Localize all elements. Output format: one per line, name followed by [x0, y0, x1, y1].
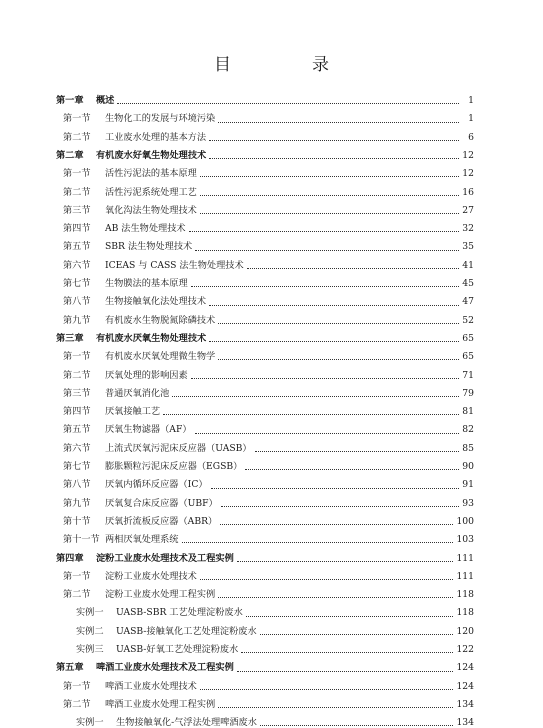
toc-entry-label: 第九节 — [63, 497, 91, 509]
toc-entry-page-number: 71 — [462, 369, 474, 381]
toc-entry-title: UASB-SBR 工艺处理淀粉废水 — [116, 607, 243, 619]
toc-entry-example — [56, 636, 474, 654]
toc-entry-label: 第二节 — [63, 131, 91, 143]
toc-entry-page-number: 52 — [462, 314, 474, 326]
toc-entry-page-number: 100 — [456, 515, 474, 527]
toc-entry-label: 第七节 — [63, 461, 91, 473]
dot-leader — [209, 341, 459, 342]
toc-entry-section — [56, 508, 474, 526]
toc-entry-label: 第三节 — [63, 204, 91, 216]
toc-entry-page-number: 120 — [456, 625, 474, 637]
dot-leader — [260, 725, 454, 726]
dot-leader — [247, 268, 459, 269]
toc-entry-title: ICEAS 与 CASS 法生物处理技术 — [105, 259, 244, 271]
toc-entry-title: 厌氧接触工艺 — [105, 406, 161, 418]
toc-entry-section — [56, 361, 474, 379]
toc-entry-page-number: 124 — [456, 680, 474, 692]
toc-entry-chapter — [56, 142, 474, 160]
toc-entry-page-number: 111 — [456, 570, 474, 582]
toc-entry-chapter — [56, 544, 474, 562]
toc-entry-section — [56, 416, 474, 434]
toc-entry-page-number: 35 — [462, 241, 474, 253]
toc-entry-page-number: 90 — [462, 461, 474, 473]
toc-entry-title: 有机废水厌氧生物处理技术 — [96, 332, 207, 344]
dot-leader — [117, 103, 459, 104]
toc-entry-label: 第八节 — [63, 296, 91, 308]
dot-leader — [200, 213, 459, 214]
toc-entry-section — [56, 453, 474, 471]
dot-leader — [237, 671, 454, 672]
toc-entry-section — [56, 563, 474, 581]
toc-entry-title: 厌氧生物滤器（AF） — [105, 424, 192, 436]
toc-entry-title: 上流式厌氧污泥床反应器（UASB） — [105, 442, 252, 454]
toc-entry-page-number: 134 — [456, 717, 474, 728]
toc-entry-page-number: 1 — [468, 113, 474, 125]
toc-entry-label: 第二节 — [63, 369, 91, 381]
toc-entry-section — [56, 526, 474, 544]
dot-leader — [241, 652, 453, 653]
toc-entry-section — [56, 398, 474, 416]
dot-leader — [218, 597, 453, 598]
toc-entry-page-number: 12 — [462, 168, 474, 180]
toc-entry-title: 两相厌氧处理系统 — [105, 534, 179, 546]
toc-entry-title: 概述 — [96, 95, 115, 107]
toc-entry-page-number: 12 — [462, 149, 474, 161]
dot-leader — [218, 359, 459, 360]
toc-entry-section — [56, 581, 474, 599]
toc-entry-page-number: 41 — [462, 259, 474, 271]
toc-entry-title: UASB-接触氧化工艺处理淀粉废水 — [116, 625, 257, 637]
dot-leader — [209, 305, 459, 306]
dot-leader — [200, 176, 459, 177]
page-title: 目 录 — [214, 55, 361, 75]
toc-entry-title: 啤酒工业废水处理技术及工程实例 — [96, 662, 234, 674]
toc-entry-page-number: 118 — [456, 607, 474, 619]
toc-entry-section — [56, 215, 474, 233]
dot-leader — [246, 616, 454, 617]
toc-entry-title: UASB-好氧工艺处理淀粉废水 — [116, 644, 239, 655]
toc-entry-label: 第二节 — [63, 698, 91, 710]
dot-leader — [191, 286, 459, 287]
toc-entry-section — [56, 673, 474, 691]
toc-entry-title: 淀粉工业废水处理技术 — [105, 570, 197, 582]
toc-entry-chapter — [56, 654, 474, 672]
toc-entry-page-number: 124 — [456, 662, 474, 674]
dot-leader — [200, 579, 454, 580]
dot-leader — [255, 451, 459, 452]
toc-entry-title: 工业废水处理的基本方法 — [105, 131, 207, 143]
dot-leader — [218, 323, 459, 324]
toc-entry-section — [56, 270, 474, 288]
toc-entry-section — [56, 105, 474, 123]
toc-entry-chapter — [56, 87, 474, 105]
toc-entry-label: 第五章 — [56, 662, 84, 674]
dot-leader — [237, 561, 454, 562]
dot-leader — [260, 634, 454, 635]
toc-entry-page-number: 91 — [462, 479, 474, 491]
toc-entry-title: 啤酒工业废水处理工程实例 — [105, 698, 216, 710]
toc-entry-label: 第一章 — [56, 95, 84, 107]
dot-leader — [200, 195, 459, 196]
dot-leader — [209, 158, 459, 159]
toc-entry-title: 啤酒工业废水处理技术 — [105, 680, 197, 692]
toc-entry-page-number: 134 — [456, 698, 474, 710]
toc-entry-section — [56, 252, 474, 270]
toc-entry-page-number: 6 — [468, 131, 474, 143]
toc-entry-title: 厌氧复合床反应器（UBF） — [105, 497, 218, 509]
toc-entry-label: 第十节 — [63, 515, 91, 527]
toc-entry-section — [56, 343, 474, 361]
toc-entry-page-number: 122 — [456, 644, 474, 655]
dot-leader — [211, 488, 459, 489]
toc-entry-page-number: 81 — [462, 406, 474, 418]
toc-entry-label: 第六节 — [63, 442, 91, 454]
toc-entry-section — [56, 178, 474, 196]
toc-entry-example — [56, 709, 474, 727]
toc-entry-page-number: 118 — [456, 589, 474, 601]
toc-entry-label: 实例二 — [76, 625, 104, 637]
toc-entry-label: 第三节 — [63, 387, 91, 399]
dot-leader — [220, 524, 453, 525]
toc-entry-label: 第七节 — [63, 278, 91, 290]
toc-entry-label: 实例一 — [76, 717, 104, 728]
dot-leader — [195, 250, 459, 251]
dot-leader — [218, 122, 459, 123]
toc-entry-label: 第二节 — [63, 589, 91, 601]
toc-entry-section — [56, 124, 474, 142]
toc-entry-page-number: 16 — [462, 186, 474, 198]
toc-entry-chapter — [56, 325, 474, 343]
toc-entry-example — [56, 599, 474, 617]
toc-entry-section — [56, 490, 474, 508]
toc-entry-label: 第一节 — [63, 113, 91, 125]
dot-leader — [209, 140, 459, 141]
dot-leader — [195, 433, 459, 434]
toc-entry-title: 厌氧内循环反应器（IC） — [105, 479, 208, 491]
toc-entry-section — [56, 471, 474, 489]
toc-entry-label: 第十一节 — [63, 534, 100, 546]
toc-entry-title: 生物接触氧化法处理技术 — [105, 296, 207, 308]
toc-entry-label: 第五节 — [63, 424, 91, 436]
toc-entry-title: 普通厌氧消化池 — [105, 387, 170, 399]
toc-entry-page-number: 45 — [462, 278, 474, 290]
dot-leader — [182, 542, 454, 543]
dot-leader — [191, 378, 459, 379]
toc-entry-title: 生物接触氧化-气浮法处理啤酒废水 — [116, 717, 257, 728]
toc-entry-label: 第六节 — [63, 259, 91, 271]
toc-entry-label: 第一节 — [63, 351, 91, 363]
toc-entry-label: 第二章 — [56, 149, 84, 161]
toc-entry-section — [56, 233, 474, 251]
toc-entry-title: 淀粉工业废水处理技术及工程实例 — [96, 552, 234, 564]
toc-entry-title: 生物膜法的基本原理 — [105, 278, 188, 290]
toc-entry-section — [56, 160, 474, 178]
dot-leader — [245, 469, 459, 470]
toc-entry-section — [56, 691, 474, 709]
table-of-contents — [56, 87, 474, 727]
dot-leader — [200, 689, 454, 690]
toc-entry-title: 氧化沟法生物处理技术 — [105, 204, 197, 216]
dot-leader — [189, 231, 459, 232]
toc-entry-label: 第四章 — [56, 552, 84, 564]
toc-entry-title: 有机废水生物脱氮除磷技术 — [105, 314, 216, 326]
toc-entry-label: 第一节 — [63, 570, 91, 582]
toc-entry-label: 实例一 — [76, 607, 104, 619]
toc-entry-label: 第八节 — [63, 479, 91, 491]
toc-entry-page-number: 79 — [462, 387, 474, 399]
toc-entry-page-number: 27 — [462, 204, 474, 216]
toc-entry-page-number: 93 — [462, 497, 474, 509]
toc-entry-page-number: 85 — [462, 442, 474, 454]
toc-entry-page-number: 111 — [456, 552, 474, 564]
toc-entry-label: 第一节 — [63, 680, 91, 692]
toc-entry-page-number: 65 — [462, 332, 474, 344]
toc-entry-page-number: 47 — [462, 296, 474, 308]
toc-entry-title: 淀粉工业废水处理工程实例 — [105, 589, 216, 601]
toc-entry-label: 第一节 — [63, 168, 91, 180]
toc-entry-example — [56, 618, 474, 636]
toc-entry-title: 膨胀颗粒污泥床反应器（EGSB） — [105, 461, 243, 473]
toc-entry-section — [56, 307, 474, 325]
toc-entry-label: 第二节 — [63, 186, 91, 198]
toc-entry-label: 第四节 — [63, 223, 91, 235]
dot-leader — [172, 396, 459, 397]
toc-entry-label: 第九节 — [63, 314, 91, 326]
toc-entry-page-number: 1 — [468, 95, 474, 107]
toc-entry-title: 生物化工的发展与环境污染 — [105, 113, 216, 125]
toc-entry-page-number: 82 — [462, 424, 474, 436]
toc-entry-title: 厌氧处理的影响因素 — [105, 369, 188, 381]
toc-entry-label: 第五节 — [63, 241, 91, 253]
toc-entry-section — [56, 288, 474, 306]
toc-entry-page-number: 65 — [462, 351, 474, 363]
toc-entry-section — [56, 435, 474, 453]
dot-leader — [218, 707, 453, 708]
toc-entry-label: 第三章 — [56, 332, 84, 344]
toc-entry-label: 第四节 — [63, 406, 91, 418]
toc-entry-title: 活性污泥法的基本原理 — [105, 168, 197, 180]
toc-entry-title: 有机废水厌氧处理微生物学 — [105, 351, 216, 363]
toc-entry-title: AB 法生物处理技术 — [105, 223, 186, 235]
toc-entry-page-number: 103 — [456, 534, 474, 546]
toc-entry-title: 有机废水好氧生物处理技术 — [96, 149, 207, 161]
toc-entry-title: 厌氧折流板反应器（ABR） — [105, 515, 218, 527]
toc-entry-section — [56, 197, 474, 215]
dot-leader — [163, 414, 459, 415]
dot-leader — [221, 506, 459, 507]
toc-entry-label: 实例三 — [76, 644, 104, 655]
toc-entry-title: 活性污泥系统处理工艺 — [105, 186, 197, 198]
toc-entry-title: SBR 法生物处理技术 — [105, 241, 193, 253]
toc-entry-section — [56, 380, 474, 398]
toc-entry-page-number: 32 — [462, 223, 474, 235]
